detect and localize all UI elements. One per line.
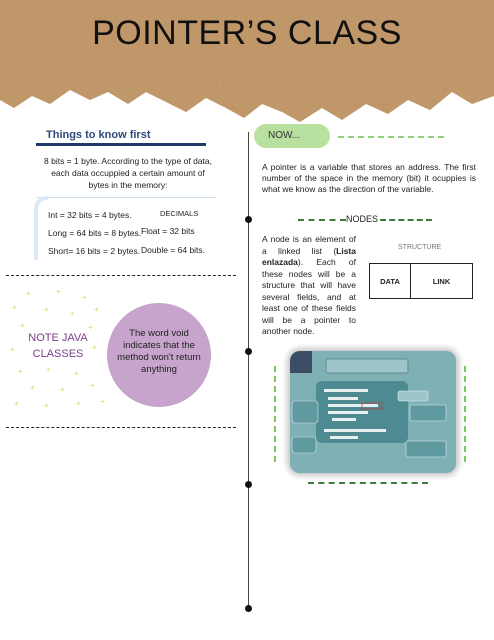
note-java-classes-label: NOTE JAVA CLASSES: [28, 332, 88, 360]
nodes-heading: NODES: [346, 214, 379, 224]
pointer-definition-text: A pointer is a variable that stores an address. The first number of the space in the memory (bit) it ocuppies is what we know as the direction of the variable.: [262, 162, 476, 194]
node-text-part: A node is an element of a linked list (: [262, 234, 356, 256]
int-size-text: Int = 32 bits = 4 bytes.: [48, 210, 132, 220]
code-dashed-line-left: [274, 366, 276, 462]
now-dashed-line: [338, 136, 444, 138]
decimals-label: DECIMALS: [160, 209, 199, 218]
code-dashed-line-bottom: [308, 482, 428, 484]
bits-intro-text: 8 bits = 1 byte. According to the type of data, each data occuppied a certain amount of bytes in the memory:: [44, 156, 212, 190]
code-screenshot-image: [290, 351, 456, 473]
section-divider-top: [6, 275, 236, 276]
node-structure-table: [369, 263, 473, 299]
structure-label: STRUCTURE: [398, 244, 442, 251]
timeline-dot: [245, 348, 252, 355]
long-size-text: Long = 64 bits = 8 bytes.: [48, 228, 142, 238]
float-size-text: Float = 32 bits: [141, 226, 195, 236]
short-size-text: Short= 16 bits = 2 bytes.: [48, 246, 141, 256]
now-label: NOW...: [268, 130, 301, 141]
nodes-dashed-line-left: [298, 219, 346, 221]
void-note-text: The word void indicates that the method won't return anything: [117, 328, 201, 375]
node-definition-text: [262, 234, 356, 338]
double-size-text: Double = 64 bits.: [141, 245, 206, 255]
code-dashed-line-right: [464, 366, 466, 462]
heading-underline-bar: [36, 143, 206, 146]
structure-cell-data: DATA: [370, 264, 411, 298]
node-text-part: ). Each of these nodes will be a structure that will have several fields, and at least one of these fields will be a pointer to another node.: [262, 257, 356, 336]
section-divider-bottom: [6, 427, 236, 428]
class-nodo-code-screenshot: [290, 351, 456, 473]
plus-pattern-decoration: + + + + + + + + + + + + + + + + + + + + +: [10, 287, 105, 410]
things-to-know-heading: Things to know first: [46, 129, 151, 141]
timeline-dot: [245, 481, 252, 488]
data-types-box: [36, 197, 216, 260]
timeline-dot: [245, 605, 252, 612]
page-title: POINTER’S CLASS: [92, 14, 402, 52]
box-bracket-decoration: [30, 196, 50, 262]
structure-cell-link: LINK: [432, 276, 451, 286]
timeline-line: [248, 132, 249, 610]
nodes-dashed-line-right: [380, 219, 432, 221]
timeline-dot: [245, 216, 252, 223]
lista-enlazada-term: Lista enlazada: [262, 245, 356, 267]
